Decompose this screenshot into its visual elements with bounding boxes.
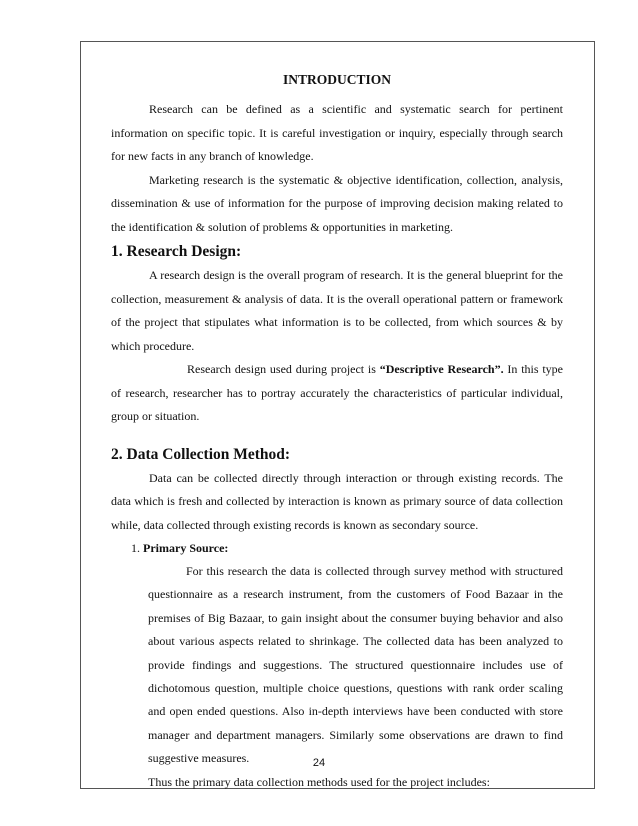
section-heading-research-design: 1. Research Design: [111, 243, 242, 260]
primary-methods-lead: Thus the primary data collection methods used for the project includes: [148, 774, 490, 789]
primary-source-paragraph: For this research the data is collected through survey method with structured questionnaire as a research instrument, from the customers of Food Bazaar in the premises of Big Bazaar, to gain insight about the consumer buying behavior and also about various aspects related to shrinkage. The collected data has been analyzed to provide findings and suggestions. The structured questionnaire includes use of dichotomous question, multiple choice questions, questions with rank order scaling and open ended questions. Also in-depth interviews have been conducted with store manager and department managers. Similarly some observations are drawn to find suggestive measures. [148, 564, 563, 766]
page-number: 24 [312, 757, 326, 769]
section-heading-data-collection: 2. Data Collection Method: [111, 445, 291, 463]
research-design-paragraph-2 [111, 358, 563, 429]
subsection-heading: Primary Source: [143, 541, 229, 555]
rd-p2-before: Research design used during project is [187, 362, 380, 376]
data-collection-paragraph: Data can be collected directly through interaction or through existing records. The data which is fresh and collected by interaction is known as primary source of data collection while, data collected through existing records is known as secondary source. [111, 470, 563, 532]
page-title: INTRODUCTION [282, 72, 391, 87]
subsection-number: 1. [131, 541, 140, 555]
subsection-primary-source [131, 537, 563, 560]
research-design-paragraph-1: A research design is the overall program of research. It is the general blueprint for the collection, measurement & analysis of data. It is the overall operational pattern or framework of the project that stipulates what information is to be collected, from which sources & by which procedure. [111, 268, 563, 353]
intro-paragraph-2: Marketing research is the systematic & objective identification, collection, analysis, dissemination & use of information for the purpose of improving decision making related to the identification & solution of problems & opportunities in marketing. [111, 172, 563, 234]
page-content [111, 72, 563, 794]
intro-paragraph-1: Research can be defined as a scientific and systematic search for pertinent information on specific topic. It is careful investigation or inquiry, especially through search for new facts in any branch of knowledge. [111, 102, 563, 163]
rd-p2-bold: “Descriptive Research”. [379, 362, 504, 376]
rd-p2-after: In this type of research, researcher has to portray accurately the characteristics of particular individual, group or situation. [111, 362, 563, 423]
